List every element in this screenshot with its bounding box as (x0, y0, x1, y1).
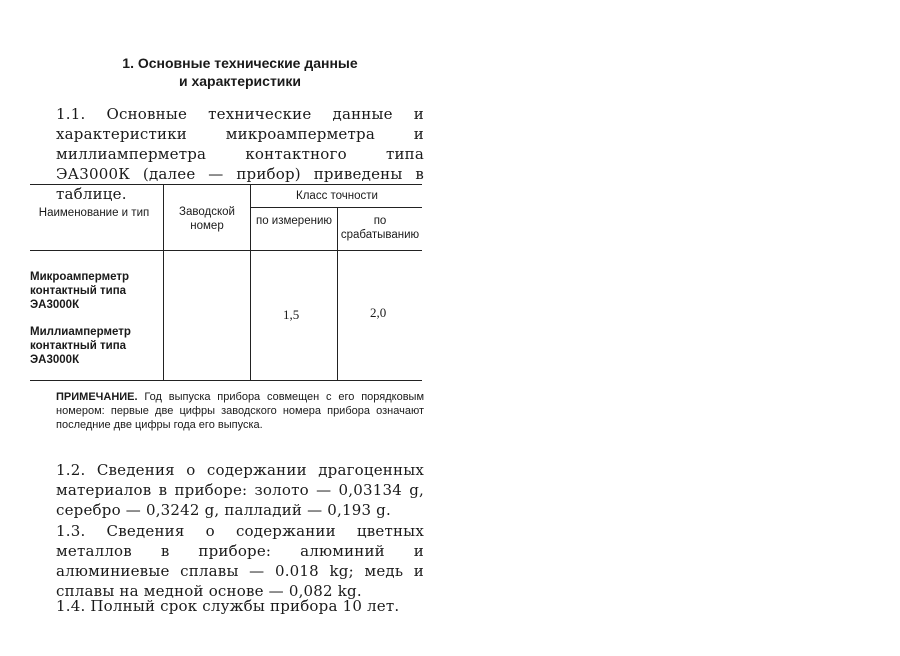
triggering-class-value: 2,0 (370, 305, 387, 320)
note-label: ПРИМЕЧАНИЕ. (56, 391, 138, 403)
table-subheader-rule (250, 207, 422, 208)
measurement-class-value: 1,5 (283, 307, 300, 322)
note-block (56, 390, 424, 432)
table-divider-2 (250, 185, 251, 380)
header-by-measurement: по измерению (255, 215, 332, 227)
table-top-rule (30, 184, 422, 185)
header-name-type: Наименование и тип (38, 207, 150, 219)
header-accuracy-class: Класс точности (296, 190, 378, 202)
table-row-milliammeter: Миллиамперметр контактный типа ЭА3000К (30, 326, 131, 366)
table-row-microammeter: Микроамперметр контактный типа ЭА3000К (30, 271, 129, 311)
header-by-triggering: по срабатыванию (340, 215, 420, 241)
paragraph-1-1: 1.1. Основные технические данные и характеристики микроамперметра и миллиамперметра контактного типа ЭА3000К (далее — прибор) приведены в таблице. (56, 105, 424, 203)
table-divider-1 (163, 185, 164, 380)
table-header-rule (30, 250, 422, 251)
paragraph-1-4: 1.4. Полный срок службы прибора 10 лет. (56, 597, 400, 615)
paragraph-1-2: 1.2. Сведения о содержании драгоценных материалов в приборе: золото — 0,03134 g, серебро — 0,3242 g, палладий — 0,193 g. (56, 461, 424, 519)
note-text: Год выпуска прибора совмещен с его порядковым номером: первые две цифры заводского номера прибора означают последние две цифры года его выпуска. (56, 391, 425, 431)
table-bottom-rule (30, 380, 422, 381)
header-serial-number: Заводской номер (179, 206, 235, 232)
paragraph-1-3: 1.3. Сведения о содержании цветных металлов в приборе: алюминий и алюминиевые сплавы — 0.018 kg; медь и сплавы на медной основе — 0,082 kg. (56, 522, 424, 600)
table-divider-3 (337, 208, 338, 380)
section-title-line2: и характеристики (178, 73, 302, 89)
section-title: 1. Основные технические данные (122, 55, 358, 71)
